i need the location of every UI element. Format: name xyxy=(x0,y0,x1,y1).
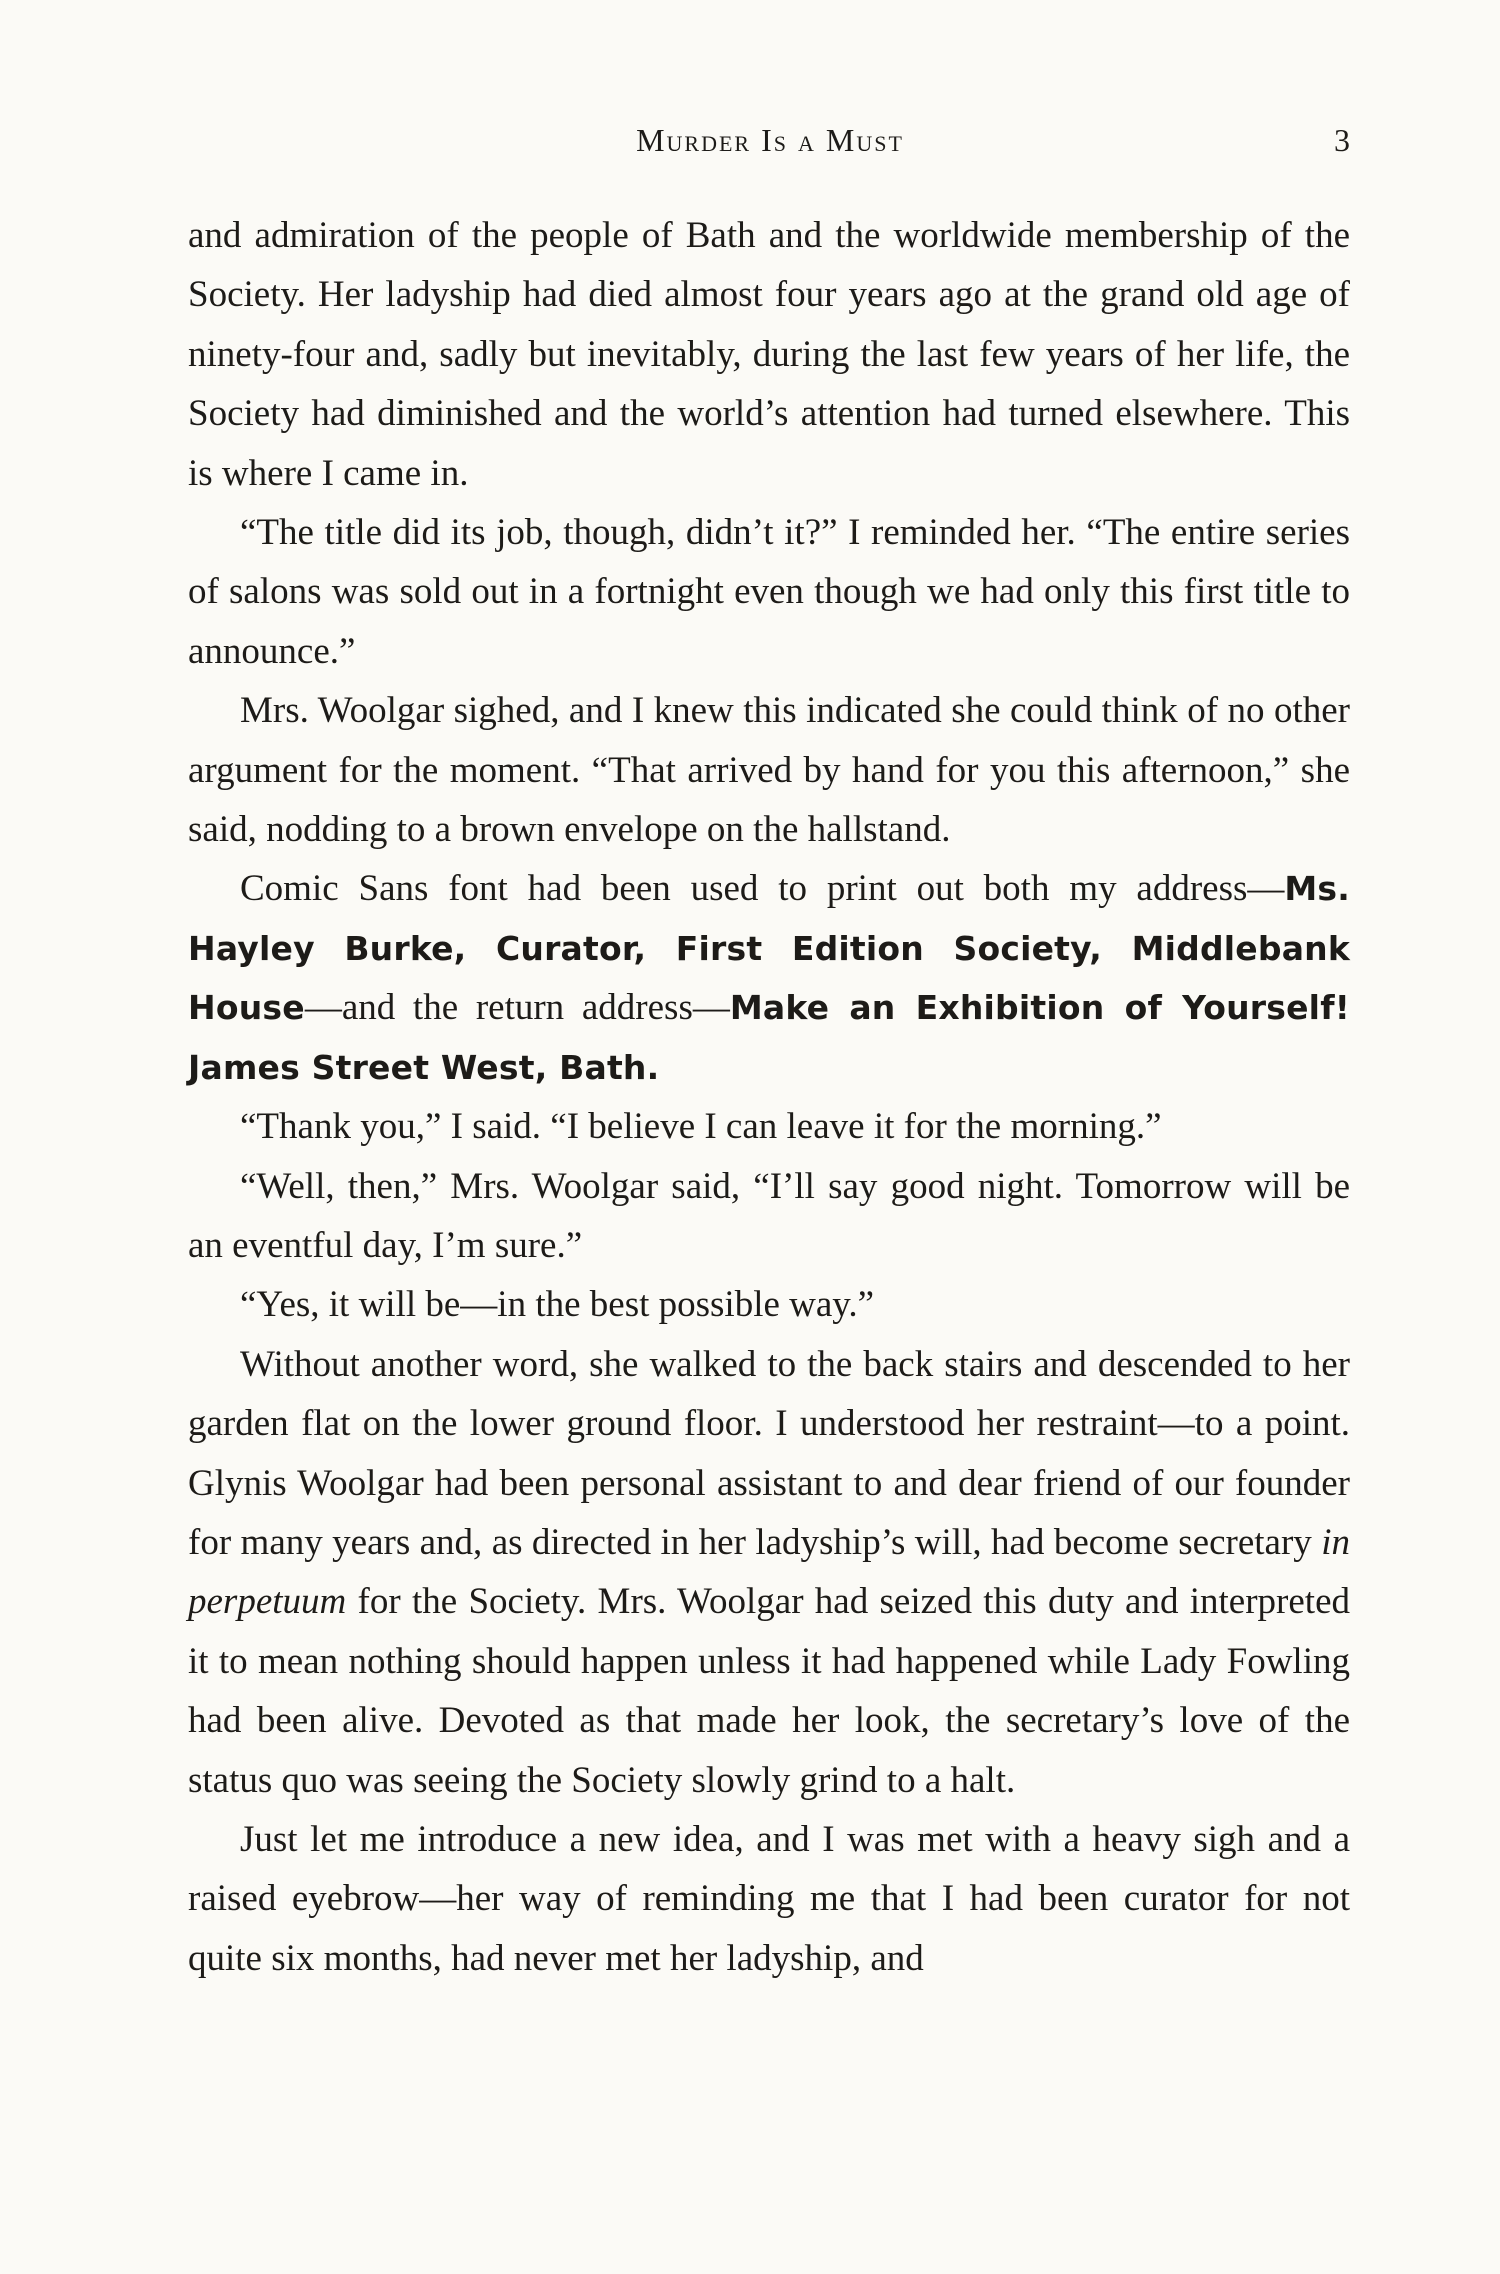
text-run: Just let me introduce a new idea, and I was met with a heavy sigh and a raised eyebrow—her way of reminding me that I had been curator for not quite six months, had never met her ladyship, and xyxy=(188,1818,1350,1979)
text-run: “Well, then,” Mrs. Woolgar said, “I’ll say good night. Tomorrow will be an eventful day, I’m sure.” xyxy=(188,1165,1350,1266)
paragraph xyxy=(188,681,1350,859)
paragraph xyxy=(188,1097,1350,1156)
paragraph xyxy=(188,503,1350,681)
paragraph xyxy=(188,1157,1350,1276)
text-run: “Yes, it will be—in the best possible way.” xyxy=(240,1284,875,1326)
text-run: and admiration of the people of Bath and the worldwide membership of the Society. Her ladyship had died almost four years ago at the grand old age of ninety-four and, sadly but inevitably, during the last few years of her life, the Society had diminished and the world’s attention had turned elsewhere. This is where I came in. xyxy=(188,215,1350,494)
text-run: Without another word, she walked to the back stairs and descended to her garden flat on the lower ground floor. I understood her restraint—to a point. Glynis Woolgar had been personal assistant to and dear friend of our founder for many years and, as directed in her ladyship’s will, had become secretary xyxy=(188,1343,1350,1563)
comic-sans-return-address: Make an Exhibition of Yourself! James Street West, Bath. xyxy=(188,988,1350,1087)
text-run: for the Society. Mrs. Woolgar had seized this duty and interpreted it to mean nothing should happen unless it had happened while Lady Fowling had been alive. Devoted as that made her look, the secretary’s love of the status quo was seeing the Society slowly grind to a halt. xyxy=(188,1581,1350,1801)
paragraph xyxy=(188,206,1350,503)
running-title: Murder Is a Must xyxy=(636,122,904,158)
paragraph xyxy=(188,1275,1350,1334)
comic-sans-address: Ms. Hayley Burke, Curator, First Edition Society, Middlebank House xyxy=(188,869,1350,1028)
text-run: “Thank you,” I said. “I believe I can leave it for the morning.” xyxy=(240,1106,1162,1148)
text-run: “The title did its job, though, didn’t it?” I reminded her. “The entire series of salons was sold out in a fortnight even though we had only this first title to announce.” xyxy=(188,512,1350,672)
text-run: Comic Sans font had been used to print out both my address— xyxy=(240,868,1285,910)
italic-phrase: in perpetuum xyxy=(188,1521,1350,1623)
page-number: 3 xyxy=(1334,122,1350,158)
text-run: —and the return address— xyxy=(304,987,730,1029)
paragraph xyxy=(188,859,1350,1097)
paragraph xyxy=(188,1810,1350,1988)
paragraph xyxy=(188,1335,1350,1810)
text-run: Mrs. Woolgar sighed, and I knew this indicated she could think of no other argument for the moment. “That arrived by hand for you this afternoon,” she said, nodding to a brown envelope on the hallstand. xyxy=(188,690,1350,851)
body-text xyxy=(188,206,1350,1988)
page-header xyxy=(190,122,1350,168)
